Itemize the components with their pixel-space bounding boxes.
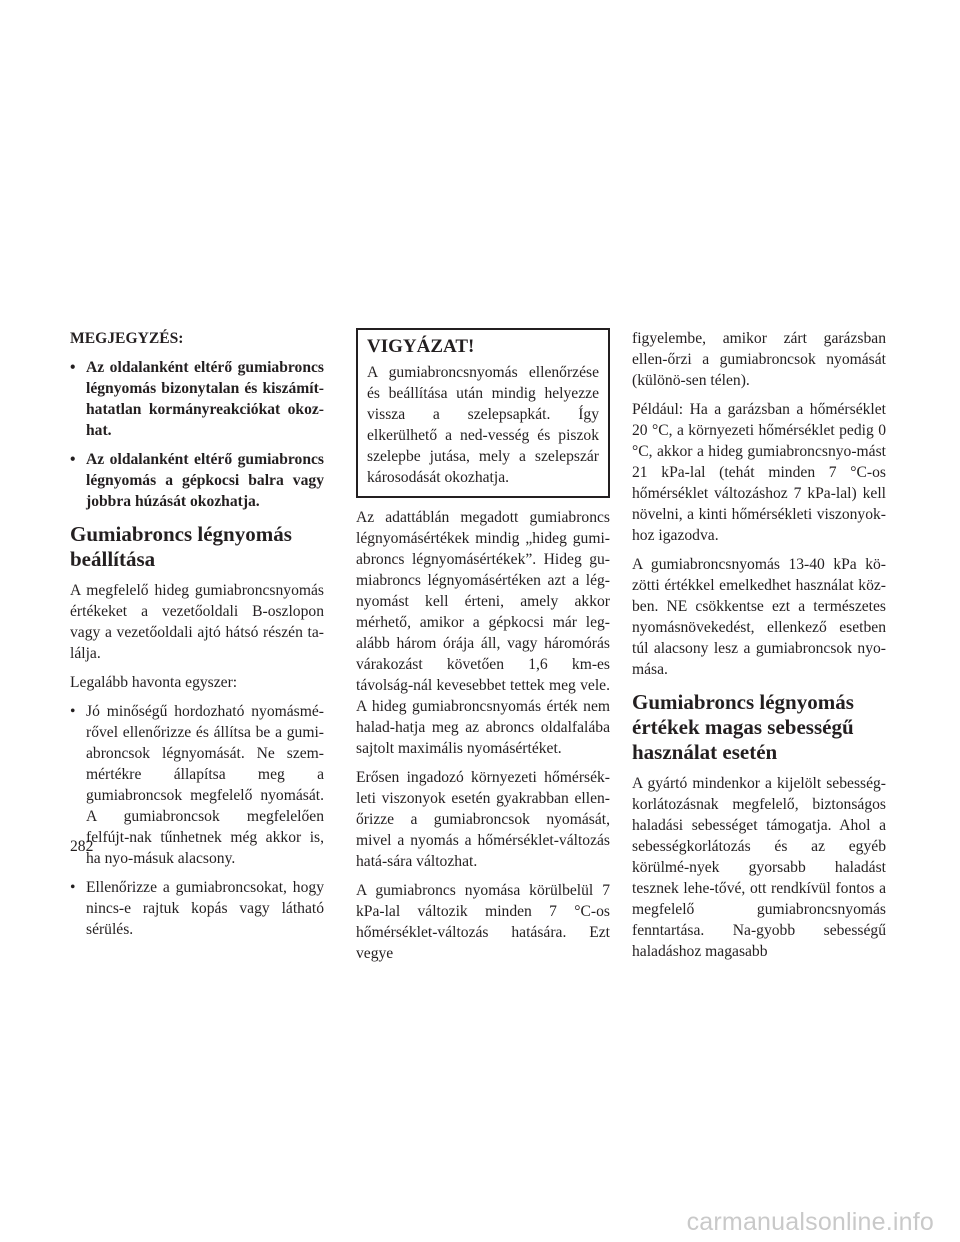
paragraph: A gumiabroncsnyomás 13-40 kPa kö-zötti értékkel emelkedhet használat köz-ben. NE csökkentse ezt a természetes nyomásnövekedést, ellenkező esetben túl alacsony lesz a gumiabroncsok nyo-mása. [632,556,886,678]
watermark: carmanualsonline.info [686,1208,934,1236]
bullet-icon: • [70,451,76,468]
bullet-icon: • [70,879,76,896]
right-column [632,328,886,970]
paragraph: Legalább havonta egyszer: [70,674,238,691]
note-title: MEGJEGYZÉS: [70,330,184,347]
paragraph: A gumiabroncs nyomása körülbelül 7 kPa-lal változik minden 7 °C-os hőmérséklet-változás hatására. Ezt vegye [356,882,610,962]
note-list [70,357,324,512]
paragraph: A gyártó mindenkor a kijelölt sebesség-korlátozásnak megfelelő, biztonságos haladási sebességet támogatja. Ahol a sebességkorlátozás és az egyéb körülmé-nyek gyorsabb haladást tesznek lehe-tővé, ott rendkívül fontos a megfelelő gumiabroncsnyomás fenntartása. Na-gyobb sebességű haladáshoz magasabb [632,775,886,960]
paragraph: A megfelelő hideg gumiabroncsnyomás értékeket a vezetőoldali B-oszlopon vagy a vezetőoldali ajtó hátsó részén ta-lálja. [70,582,324,662]
note-item: • Az oldalanként eltérő gumiabroncs légnyomás a gépkocsi balra vagy jobbra húzását okozhatja. [70,451,324,510]
note-item: • Az oldalanként eltérő gumiabroncs légnyomás bizonytalan és kiszámít-hatatlan kormányreakciókat okoz-hat. [70,359,324,439]
list-item: • Jó minőségű hordozható nyomásmé-rővel ellenőrizze és állítsa be a gumi-abroncsok légnyomását. Ne szem-mértékre állapítsa meg a gumiabroncsok megfelelő nyomását. A gumiabroncsok megfelelően felfújt-nak tűnhetnek még akkor is, ha nyo-másuk alacsony. [70,703,324,867]
caution-text: A gumiabroncsnyomás ellenőrzése és beállítása után mindig helyezze vissza a szelepsapkát. Így elkerülhető a ned-vesség és piszok szelepbe jutása, mely a szelepszár károsodását okozhatja. [367,364,599,486]
paragraph: Az adattáblán megadott gumiabroncs légnyomásértékek mindig „hideg gumi-abroncs légnyomásértékek”. Hideg gu-miabroncs légnyomásértéken azt a lég-nyomást kell érteni, amely akkor mérhető, amikor a gépkocsi már leg-alább három órája áll, vagy háromórás várakozást követően 1,6 km-es távolság-nál kevesebbet tettek meg vele. A hideg gumiabroncsnyomás érték nem halad-hatja meg az abroncs oldalfalába sajtolt maximális nyomásértéket. [356,509,610,757]
left-column [70,328,324,950]
page-number: 282 [70,838,94,855]
bullet-icon: • [70,703,76,720]
middle-column [356,328,610,972]
check-list [70,701,324,940]
list-item: • Ellenőrizze a gumiabroncsokat, hogy nincs-e rajtuk kopás vagy látható sérülés. [70,879,324,938]
section-heading-high-speed: Gumiabroncs légnyomás értékek magas sebességű használat esetén [632,690,854,764]
paragraph: Például: Ha a garázsban a hőmérséklet 20 °C, a környezeti hőmérséklet pedig 0 °C, akkor a hideg gumiabroncsnyo-mást 21 kPa-lal (tehát minden 7 °C-os hőmérséklet változáshoz 7 kPa-lal) kell növelni, a kinti hőmérsékleti viszonyok-hoz igazodva. [632,401,886,544]
paragraph: figyelembe, amikor zárt garázsban ellen-őrzi a gumiabroncsok nyomását (különö-sen télen). [632,330,886,389]
bullet-icon: • [70,359,76,376]
paragraph: Erősen ingadozó környezeti hőmérsék-leti viszonyok esetén gyakrabban ellen-őrizze a gumiabroncsok nyomását, mivel a nyomás a hőmérséklet-változás hatá-sára változhat. [356,769,610,870]
caution-box [356,328,610,498]
section-heading-pressure-adjust: Gumiabroncs légnyomás beállítása [70,522,292,571]
caution-title: VIGYÁZAT! [367,336,475,357]
